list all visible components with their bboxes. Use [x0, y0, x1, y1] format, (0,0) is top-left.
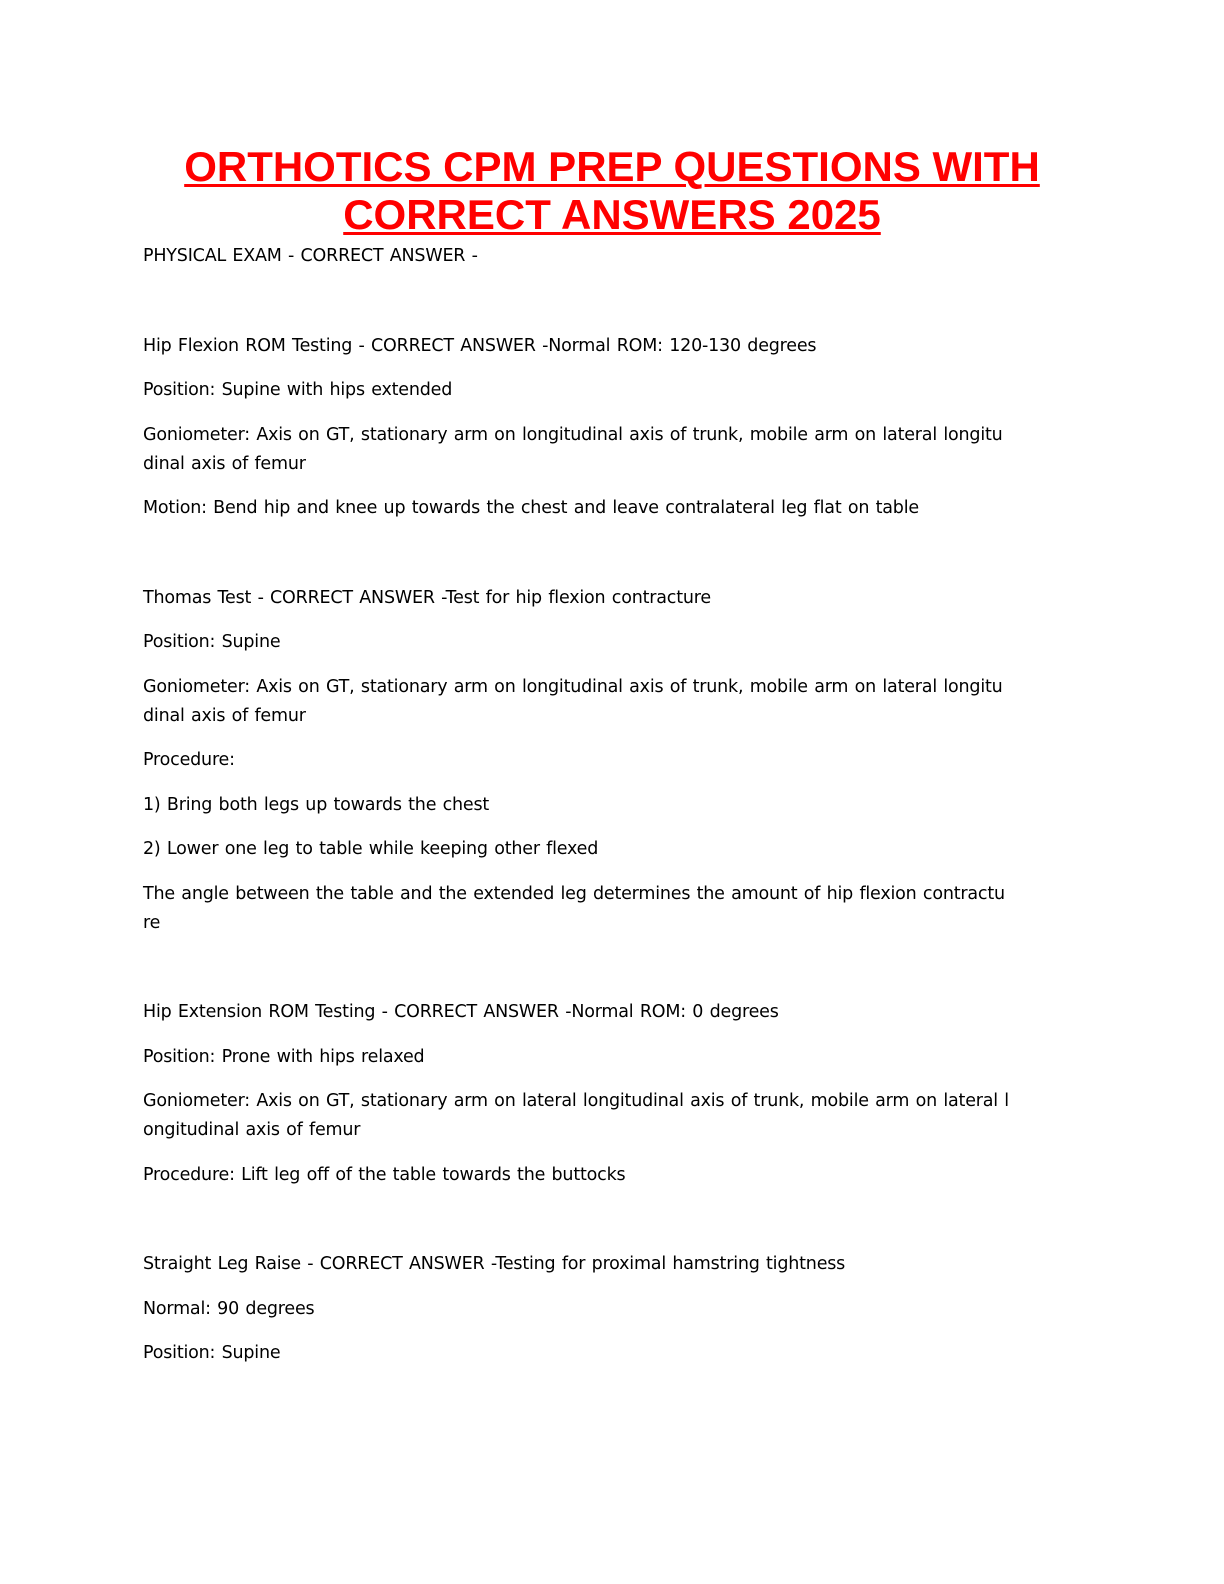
qa-detail: Procedure: — [143, 750, 235, 770]
qa-detail: Position: Supine — [143, 632, 281, 652]
section-heading: PHYSICAL EXAM - CORRECT ANSWER - — [143, 246, 478, 266]
spacer — [143, 287, 1078, 332]
qa-detail: Position: Supine — [143, 1343, 281, 1363]
qa-detail: Position: Prone with hips relaxed — [143, 1046, 425, 1067]
qa-question-answer: Thomas Test - CORRECT ANSWER -Test for hip flexion contracture — [143, 587, 711, 608]
qa-detail: Goniometer: Axis on GT, stationary arm on longitudinal axis of trunk, mobile arm on lateral longitu dinal axis of femur — [143, 424, 1003, 474]
qa-detail: Goniometer: Axis on GT, stationary arm on lateral longitudinal axis of trunk, mobile arm on lateral l ongitudinal axis of femur — [143, 1091, 1009, 1140]
qa-item-straight-leg-raise — [143, 1250, 1078, 1368]
qa-detail: Normal: 90 degrees — [143, 1298, 315, 1319]
qa-detail: 2) Lower one leg to table while keeping other flexed — [143, 839, 599, 859]
qa-detail: 1) Bring both legs up towards the chest — [143, 794, 490, 815]
spacer — [143, 953, 1078, 998]
qa-item-hip-flexion-rom — [143, 332, 1078, 524]
qa-question-answer: Hip Flexion ROM Testing - CORRECT ANSWER -Normal ROM: 120-130 degrees — [143, 335, 817, 356]
qa-detail: Position: Supine with hips extended — [143, 380, 453, 400]
spacer — [143, 1205, 1078, 1250]
qa-question-answer: Hip Extension ROM Testing - CORRECT ANSWER -Normal ROM: 0 degrees — [143, 1002, 779, 1022]
qa-detail: Motion: Bend hip and knee up towards the chest and leave contralateral leg flat on table — [143, 498, 919, 518]
qa-detail: Goniometer: Axis on GT, stationary arm on longitudinal axis of trunk, mobile arm on lateral longitu dinal axis of femur — [143, 676, 1003, 726]
qa-item-hip-extension-rom — [143, 998, 1078, 1190]
qa-item-thomas-test — [143, 584, 1078, 938]
document-title: ORTHOTICS CPM PREP QUESTIONS WITH CORRECT ANSWERS 2025 — [184, 143, 1040, 238]
qa-question-answer: Straight Leg Raise - CORRECT ANSWER -Testing for proximal hamstring tightness — [143, 1254, 846, 1274]
document-body — [143, 242, 1078, 1384]
qa-detail: Procedure: Lift leg off of the table towards the buttocks — [143, 1164, 626, 1185]
qa-detail: The angle between the table and the extended leg determines the amount of hip flexion contractu re — [143, 883, 1005, 933]
spacer — [143, 539, 1078, 584]
